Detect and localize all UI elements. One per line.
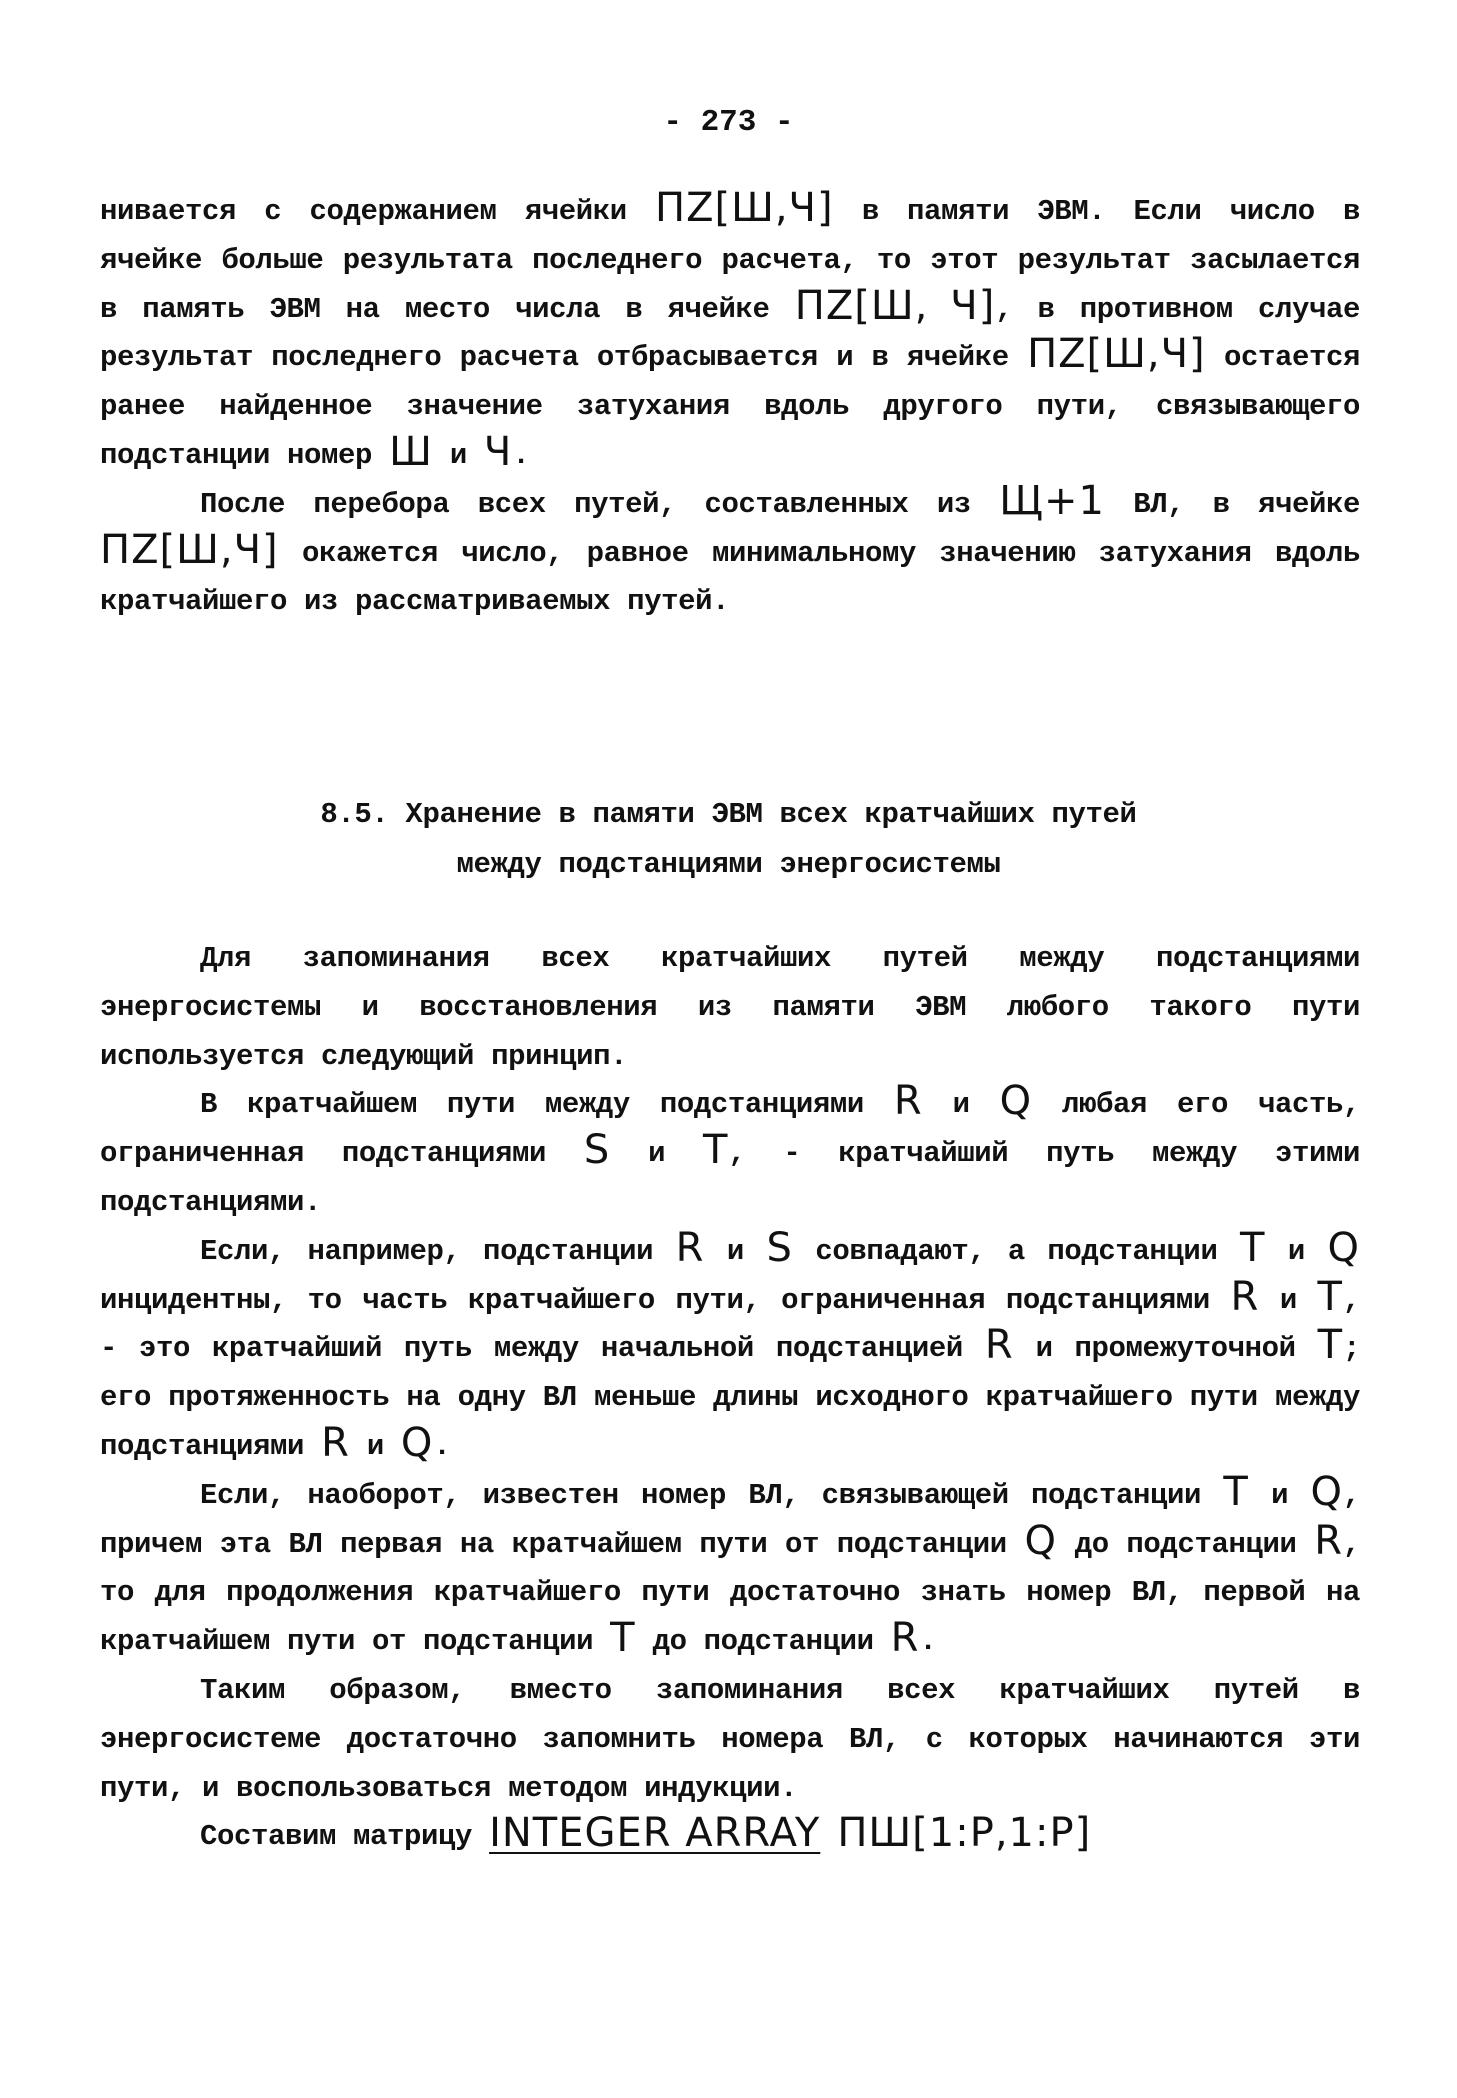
handwritten-formula: ПШ[1:P,1:P] [837,1810,1092,1857]
handwritten-formula: Q [1310,1468,1343,1515]
text-run: окажется число, равное минимальному значению затухания вдоль кратчайшего из рассматриваемых путей. [100,536,1360,619]
text-run: до подстанции [1074,1527,1297,1561]
paragraph [100,185,1360,481]
text-run: После перебора всех путей, составленных из [200,487,971,521]
text-run: и [1279,1283,1297,1317]
text-block-main [100,935,1360,1862]
handwritten-formula: Ш [389,428,433,475]
handwritten-formula: S [583,1127,611,1174]
text-run: и [1287,1234,1305,1268]
paragraph [100,1224,1361,1472]
section-heading [0,790,1457,890]
handwritten-formula: Q [1024,1517,1057,1564]
text-run: , - это кратчайший путь между начальной подстанцией [100,1283,1360,1366]
text-run: Для запоминания всех кратчайших путей между подстанциями энергосистемы и восстановления из памяти ЭВМ любого такого пути используется следующий принцип. [100,942,1360,1073]
text-run: , в противном случае результат последнего расчета отбрасывается и в ячейке [100,292,1360,375]
text-run: любая его часть, ограниченная подстанциями [100,1088,1360,1171]
text-run: Если, наоборот, известен номер ВЛ, связывающей подстанции [200,1478,1202,1512]
handwritten-formula: R [675,1224,705,1271]
text-run: и [366,1429,384,1463]
handwritten-formula: ПZ[Ш,Ч] [100,526,279,573]
handwritten-formula: T [1317,1273,1343,1320]
text-run: ВЛ, в ячейке [1133,487,1360,521]
text-run: и [726,1234,744,1268]
handwritten-formula: T [1239,1224,1266,1271]
handwritten-formula: R [893,1078,923,1125]
text-run: Составим матрицу [200,1820,473,1854]
paragraph [100,935,1360,1081]
handwritten-formula: R [1230,1273,1260,1320]
text-run: . [433,1429,451,1463]
text-run: , - кратчайший путь между этими подстанциями. [100,1137,1360,1219]
text-run: инцидентны, то часть кратчайшего пути, ограниченная подстанциями [100,1283,1210,1317]
text-run: остается ранее найденное значение затухания вдоль другого пути, связывающего подстанции номер [100,341,1360,472]
handwritten-formula: Ч [483,428,513,475]
text-run: , причем эта ВЛ первая на кратчайшем пути от подстанции [100,1478,1360,1561]
handwritten-formula: Q [1327,1224,1360,1271]
paragraph [100,1667,1360,1813]
text-run: совпадают, а подстанции [815,1234,1218,1268]
text-run: в памяти ЭВМ. Если число в ячейке больше результата последнего расчета, то этот результат засылается в память ЭВМ на место числа в ячейке [100,195,1360,326]
text-block-top [100,185,1360,627]
handwritten-formula: R [321,1419,350,1466]
handwritten-formula: T [1223,1468,1249,1515]
text-run: до подстанции [652,1625,874,1659]
text-run: и промежуточной [1035,1332,1296,1366]
handwritten-formula: T [1317,1322,1343,1369]
text-run: и [449,438,467,472]
handwritten-formula: Q [400,1419,434,1466]
text-run: и [648,1137,666,1171]
paragraph [100,477,1360,627]
handwritten-keyword: INTEGER ARRAY [489,1810,821,1857]
handwritten-formula: R [890,1615,920,1662]
paragraph [100,1468,1360,1667]
text-run: В кратчайшем пути между подстанциями [200,1088,864,1122]
paragraph [100,1078,1360,1227]
text-run: , то для продолжения кратчайшего пути достаточно знать номер ВЛ, первой на кратчайшем пути от подстанции [100,1527,1360,1659]
text-run: . [512,438,530,472]
heading-line-1: 8.5. Хранение в памяти ЭВМ всех кратчайших путей [320,798,1137,831]
handwritten-formula: R [984,1322,1014,1369]
text-run: и [952,1088,970,1122]
text-run: Таким образом, вместо запоминания всех кратчайших путей в энергосистеме достаточно запомнить номера ВЛ, с которых начинаются эти пути, и воспользоваться методом индукции. [100,1673,1360,1805]
handwritten-formula: ПZ[Ш,Ч] [1027,331,1206,378]
text-run: и [1271,1478,1289,1512]
handwritten-formula: ПZ[Ш,Ч] [654,185,834,231]
page-number: - 273 - [663,105,794,140]
handwritten-formula: R [1314,1517,1343,1564]
handwritten-formula: Щ+1 [999,477,1105,524]
heading-line-2: между подстанциями энергосистемы [456,848,1001,881]
text-run: . [919,1625,937,1659]
text-run: Если, например, подстанции [200,1234,654,1268]
handwritten-formula: ПZ[Ш, Ч] [794,282,996,329]
text-run: ; его протяженность на одну ВЛ меньше длины исходного кратчайшего пути между подстанциями [100,1332,1361,1463]
paragraph [100,1810,1360,1862]
handwritten-formula: S [766,1224,793,1271]
handwritten-formula: T [610,1615,636,1662]
handwritten-formula: Q [999,1078,1033,1125]
handwritten-formula: T [703,1127,729,1174]
text-run: нивается с содержанием ячейки [100,195,627,228]
